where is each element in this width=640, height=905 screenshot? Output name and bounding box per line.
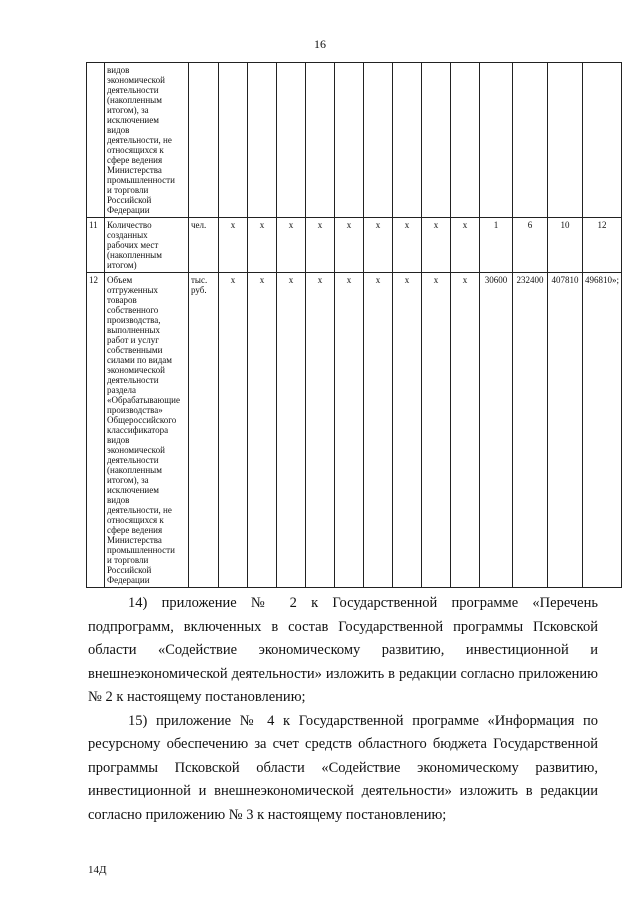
- value-cell: [248, 63, 277, 218]
- row-number-cell: [87, 63, 105, 218]
- value-cell: x: [422, 273, 451, 588]
- unit-cell: [189, 63, 219, 218]
- value-cell: x: [219, 218, 248, 273]
- value-cell: 496810»;: [583, 273, 622, 588]
- value-cell: [364, 63, 393, 218]
- value-cell: x: [451, 273, 480, 588]
- paragraph-15: 15) приложение № 4 к Государственной программе «Информация по ресурсному обеспечению за счет средств областного бюджета Государственной программы Псковской области «Содействие экономическому развитию, инвестиционной и внешнеэкономической деятельности» изложить в редакции согласно приложению № 3 к настоящему постановлению;: [88, 712, 598, 823]
- value-cell: [451, 63, 480, 218]
- value-cell: x: [335, 273, 364, 588]
- value-cell: x: [277, 273, 306, 588]
- value-cell: [219, 63, 248, 218]
- value-cell: 407810: [548, 273, 583, 588]
- value-cell: x: [335, 218, 364, 273]
- table-row: [87, 63, 622, 218]
- body-text: [88, 592, 598, 827]
- value-cell: [277, 63, 306, 218]
- value-cell: 12: [583, 218, 622, 273]
- unit-cell: чел.: [189, 218, 219, 273]
- value-cell: x: [422, 218, 451, 273]
- value-cell: x: [393, 218, 422, 273]
- value-cell: 1: [480, 218, 513, 273]
- value-cell: [583, 63, 622, 218]
- table-row: [87, 218, 622, 273]
- row-number-cell: 12: [87, 273, 105, 588]
- value-cell: [335, 63, 364, 218]
- indicator-name-cell: Количество созданных рабочих мест (накопленным итогом): [105, 218, 189, 273]
- indicator-name-cell: видов экономической деятельности (накопленным итогом), за исключением видов деятельности, не относящихся к сфере ведения Министерства промышленности и торговли Российской Федерации: [105, 63, 189, 218]
- value-cell: x: [306, 218, 335, 273]
- value-cell: x: [451, 218, 480, 273]
- indicators-table: [86, 62, 622, 588]
- value-cell: x: [364, 218, 393, 273]
- value-cell: [513, 63, 548, 218]
- value-cell: [306, 63, 335, 218]
- value-cell: [548, 63, 583, 218]
- value-cell: x: [306, 273, 335, 588]
- value-cell: 10: [548, 218, 583, 273]
- paragraph-14: 14) приложение № 2 к Государственной программе «Перечень подпрограмм, включенных в состав Государственной программы Псковской области «Содействие экономическому развитию, инвестиционной и внешнеэкономической деятельности» изложить в редакции согласно приложению № 2 к настоящему постановлению;: [88, 595, 598, 705]
- value-cell: x: [364, 273, 393, 588]
- value-cell: 6: [513, 218, 548, 273]
- row-number-cell: 11: [87, 218, 105, 273]
- value-cell: 232400: [513, 273, 548, 588]
- value-cell: [480, 63, 513, 218]
- indicator-name-cell: Объем отгруженных товаров собственного производства, выполненных работ и услуг собственными силами по видам экономической деятельности раздела «Обрабатывающие производства» Общероссийского классификатора видов экономической деятельности (накопленным итогом), за исключением видов деятельности, не относящихся к сфере ведения Министерства промышленности и торговли Российской Федерации: [105, 273, 189, 588]
- table-row: [87, 273, 622, 588]
- value-cell: x: [248, 273, 277, 588]
- value-cell: [393, 63, 422, 218]
- value-cell: x: [219, 273, 248, 588]
- value-cell: 30600: [480, 273, 513, 588]
- footer-code: 14Д: [88, 864, 107, 876]
- unit-cell: тыс. руб.: [189, 273, 219, 588]
- page-number: 16: [314, 37, 326, 51]
- value-cell: [422, 63, 451, 218]
- value-cell: x: [248, 218, 277, 273]
- value-cell: x: [277, 218, 306, 273]
- value-cell: x: [393, 273, 422, 588]
